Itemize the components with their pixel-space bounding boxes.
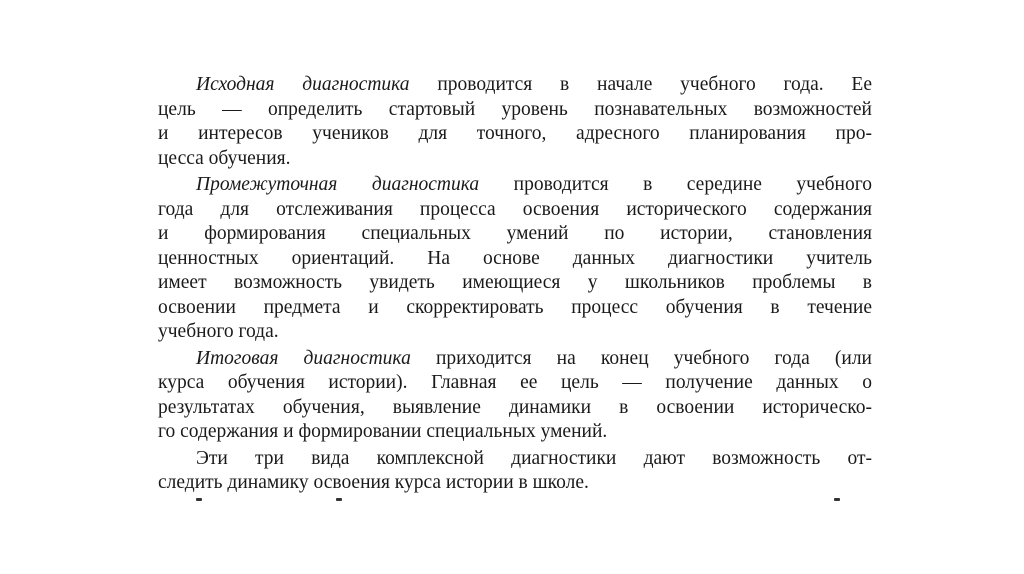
line-text: ценностных ориентаций. На основе данных диагностики учитель — [158, 247, 872, 269]
paragraph-final-diagnostics — [158, 347, 872, 445]
cut-off-next-line — [188, 496, 848, 506]
paragraph-conclusion — [158, 447, 872, 496]
line-text: имеет возможность увидеть имеющиеся у школьников проблемы в — [158, 272, 872, 293]
cut-off-glyph — [834, 498, 840, 501]
paragraph-line — [158, 122, 872, 147]
line-text: курса обучения истории). Главная ее цель — получение данных о — [158, 372, 872, 393]
paragraph-line — [158, 420, 872, 445]
line-text: года для отслеживания процесса освоения исторического содержания — [158, 198, 872, 220]
paragraph-line — [158, 198, 872, 223]
line-text: и формирования специальных умений по истории, становления — [158, 223, 872, 244]
line-text: го содержания и формировании специальных умений. — [158, 421, 608, 442]
line-text: цесса обучения. — [158, 147, 291, 169]
paragraph-line — [158, 296, 872, 321]
paragraph-line — [158, 320, 872, 345]
paragraph-line — [158, 371, 872, 396]
line-text: цель — определить стартовый уровень познавательных возможностей — [158, 98, 872, 120]
line-text: приходится на конец учебного года (или — [410, 347, 872, 369]
paragraph-initial-diagnostics — [158, 73, 872, 171]
term-final-diagnostics: Итоговая диагностика — [196, 347, 411, 369]
line-text: учебного года. — [158, 321, 279, 342]
paragraph-intermediate-diagnostics — [158, 173, 872, 345]
paragraph-line — [158, 396, 872, 421]
paragraph-line — [158, 471, 872, 496]
paragraph-line — [158, 271, 872, 296]
term-initial-diagnostics: Исходная диагностика — [196, 74, 410, 95]
paragraph-line — [158, 447, 872, 472]
term-intermediate-diagnostics: Промежуточная диагностика — [196, 174, 480, 195]
line-text: проводится в начале учебного года. Ее — [409, 74, 872, 95]
cut-off-glyph — [196, 498, 202, 501]
line-text: и интересов учеников для точного, адресного планирования про- — [158, 123, 872, 144]
paragraph-line — [158, 98, 872, 123]
paragraph-line — [158, 147, 872, 172]
line-text: освоении предмета и скорректировать процесс обучения в течение — [158, 296, 872, 318]
text-block — [158, 73, 872, 498]
line-text: следить динамику освоения курса истории в школе. — [158, 472, 589, 493]
line-text: проводится в середине учебного — [479, 174, 872, 195]
paragraph-line — [158, 173, 872, 198]
paragraph-line — [158, 247, 872, 272]
line-text: результатах обучения, выявление динамики в освоении историческо- — [158, 396, 872, 418]
paragraph-line — [158, 347, 872, 372]
line-text: Эти три вида комплексной диагностики дают возможность от- — [196, 447, 872, 469]
paragraph-line — [158, 73, 872, 98]
paragraph-line — [158, 222, 872, 247]
cut-off-glyph — [336, 498, 342, 501]
